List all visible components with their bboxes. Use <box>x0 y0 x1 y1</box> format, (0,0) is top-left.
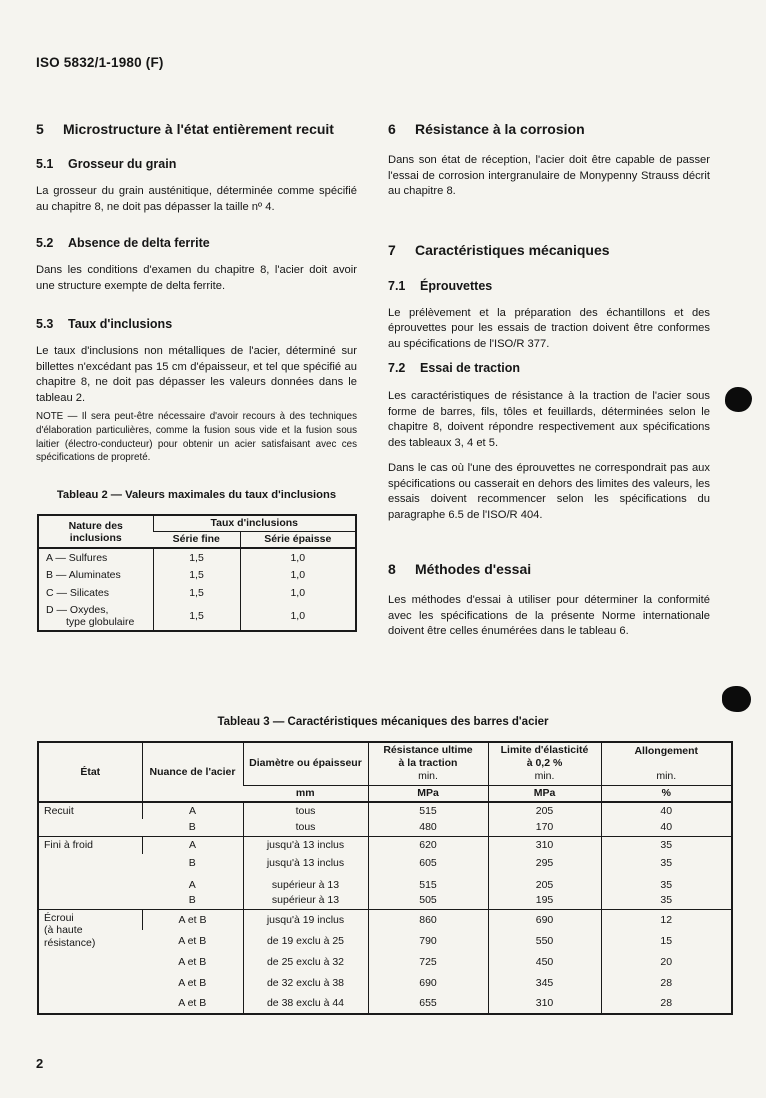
nuance-cell: B <box>188 857 196 869</box>
allongement-cell: 35 <box>601 891 732 909</box>
allongement-cell: 12 <box>601 909 732 930</box>
table-3-mechanical-characteristics <box>37 741 733 1015</box>
section-title: Taux d'inclusions <box>68 317 173 331</box>
table-2-inclusions <box>37 514 357 632</box>
header-allongement <box>601 742 732 785</box>
limite-cell: 310 <box>488 836 601 854</box>
nature-line-1: D — Oxydes, <box>46 603 109 616</box>
resistance-cell: 620 <box>368 836 488 854</box>
section-8-heading <box>388 562 710 576</box>
etat-label: Écroui <box>44 911 74 924</box>
diametre-cell: jusqu'à 13 inclus <box>243 836 368 854</box>
section-7-1-heading <box>388 280 710 293</box>
section-6-heading <box>388 122 710 136</box>
header-line: Diamètre ou épaisseur <box>249 757 362 770</box>
diametre-cell: jusqu'à 13 inclus <box>243 854 368 872</box>
ink-blot-mark <box>722 686 751 712</box>
resistance-cell: 655 <box>368 993 488 1014</box>
unit-mpa: MPa <box>368 785 488 802</box>
section-title: Résistance à la corrosion <box>415 121 585 137</box>
resistance-cell: 515 <box>368 872 488 891</box>
table-3-caption: Tableau 3 — Caractéristiques mécaniques des barres d'acier <box>217 716 549 728</box>
allongement-cell: 35 <box>601 872 732 891</box>
serie-epaisse-cell: 1,0 <box>240 584 356 602</box>
section-5-3-note: NOTE — Il sera peut-être nécessaire d'avoir recours à des techniques d'élaboration particulières, comme la fusion sous vide et la fusion sous laitier (électro-conducteur) pour obtenir un acier satisfaisant avec ces spécifications de propreté. <box>36 411 357 464</box>
table-row <box>38 566 356 584</box>
etat-sublabel: (à haute résistance) <box>44 924 96 949</box>
page-number: 2 <box>36 1056 44 1071</box>
header-min: min. <box>656 769 677 782</box>
diametre-cell: tous <box>243 819 368 836</box>
nature-cell: C — Silicates <box>46 587 110 600</box>
resistance-cell: 505 <box>368 891 488 909</box>
diametre-cell: supérieur à 13 <box>243 872 368 891</box>
nuance-cell: A <box>188 879 196 891</box>
diametre-cell: de 25 exclu à 32 <box>243 951 368 972</box>
header-diametre <box>243 742 368 785</box>
serie-fine-cell: 1,5 <box>153 602 240 631</box>
nuance-cell: B <box>188 821 196 834</box>
section-8-paragraph: Les méthodes d'essai à utiliser pour déterminer la conformité avec les spécifications de la présente Norme internationale doivent être celles énumérées dans le tableau 6. <box>388 594 710 637</box>
allongement-cell: 40 <box>601 802 732 819</box>
table-row <box>38 854 732 872</box>
section-title: Essai de traction <box>420 361 521 375</box>
right-column <box>388 115 710 640</box>
limite-cell: 310 <box>488 993 601 1014</box>
section-title: Absence de delta ferrite <box>68 236 210 250</box>
limite-cell: 295 <box>488 854 601 872</box>
table-row <box>38 819 732 836</box>
table-2-header-taux: Taux d'inclusions <box>153 515 356 531</box>
table-row <box>38 602 356 631</box>
header-line: Limite d'élasticité <box>500 744 589 757</box>
table-2-header-nature: Nature des inclusions <box>68 519 123 544</box>
section-number: 5.1 <box>36 157 54 171</box>
diametre-cell: supérieur à 13 <box>243 891 368 909</box>
table-row <box>38 584 356 602</box>
nature-cell <box>38 602 153 631</box>
limite-cell: 170 <box>488 819 601 836</box>
section-7-2-paragraph-1: Les caractéristiques de résistance à la traction de l'acier sous forme de barres, fils, tôles et feuillards, déterminées selon le chapitre 8, doivent répondre respectivement aux spécifications des tableaux 3, 4 et 5. <box>388 390 710 449</box>
header-min: min. <box>534 770 555 783</box>
table-2-caption: Tableau 2 — Valeurs maximales du taux d'inclusions <box>56 489 337 502</box>
ink-blot-mark <box>725 387 752 412</box>
nuance-cell: A et B <box>178 976 207 989</box>
resistance-cell: 480 <box>368 819 488 836</box>
table-row <box>38 891 732 909</box>
table-3-header-row <box>38 742 732 785</box>
section-title: Caractéristiques mécaniques <box>415 241 610 258</box>
allongement-cell: 15 <box>601 930 732 951</box>
table-row <box>38 951 732 972</box>
section-title: Microstructure à l'état entièrement recuit <box>63 121 334 137</box>
allongement-cell: 35 <box>601 854 732 872</box>
unit-mm: mm <box>295 787 315 800</box>
section-number: 5.3 <box>36 317 54 331</box>
header-resistance <box>368 742 488 785</box>
serie-epaisse-cell: 1,0 <box>240 602 356 631</box>
section-5-3-heading <box>36 318 357 331</box>
etat-group-cell <box>38 836 142 909</box>
section-6-paragraph: Dans son état de réception, l'acier doit être capable de passer l'essai de corrosion intergranulaire de Monypenny Strauss décrit au chapitre 8. <box>388 154 710 197</box>
nuance-cell: A et B <box>178 955 207 968</box>
diametre-cell: jusqu'à 19 inclus <box>243 909 368 930</box>
allongement-cell: 40 <box>601 819 732 836</box>
allongement-cell: 20 <box>601 951 732 972</box>
section-5-1-heading <box>36 158 357 171</box>
table-row <box>38 993 732 1014</box>
nuance-cell: A <box>142 802 243 819</box>
table-row <box>38 872 732 891</box>
table-row <box>38 836 732 854</box>
diametre-cell: de 32 exclu à 38 <box>243 972 368 993</box>
etat-label: Recuit <box>44 805 74 817</box>
table-row <box>38 548 356 566</box>
limite-cell: 690 <box>488 909 601 930</box>
nuance-cell: B <box>188 893 196 906</box>
section-5-2-heading <box>36 237 357 250</box>
section-number: 8 <box>388 561 396 577</box>
resistance-cell: 860 <box>368 909 488 930</box>
etat-label: Fini à froid <box>44 838 94 851</box>
document-reference: ISO 5832/1-1980 (F) <box>36 55 164 70</box>
resistance-cell: 605 <box>368 854 488 872</box>
unit-percent: % <box>601 785 732 802</box>
serie-fine-cell: 1,5 <box>153 584 240 602</box>
allongement-cell: 28 <box>601 993 732 1014</box>
header-limite <box>488 742 601 785</box>
resistance-cell: 790 <box>368 930 488 951</box>
etat-group-cell <box>38 909 142 1014</box>
limite-cell: 550 <box>488 930 601 951</box>
unit-mpa: MPa <box>488 785 601 802</box>
nature-line-2: type globulaire <box>66 616 135 629</box>
section-number: 5.2 <box>36 236 54 250</box>
section-5-heading <box>36 122 357 136</box>
diametre-cell: de 19 exclu à 25 <box>243 930 368 951</box>
resistance-cell: 690 <box>368 972 488 993</box>
nuance-cell: A et B <box>178 934 207 947</box>
allongement-cell: 35 <box>601 836 732 854</box>
table-row <box>38 909 732 930</box>
header-min: min. <box>418 770 438 783</box>
diametre-cell: de 38 exclu à 44 <box>243 993 368 1014</box>
resistance-cell: 725 <box>368 951 488 972</box>
spacer <box>605 758 729 770</box>
table-row <box>38 930 732 951</box>
section-5-3-paragraph: Le taux d'inclusions non métalliques de l'acier, déterminé sur billettes n'excédant pas 15 cm d'épaisseur, et tel que spécifié au chapitre 8, ne doit pas dépasser les valeurs données dans le tableau 2. <box>36 345 357 404</box>
section-title: Méthodes d'essai <box>415 561 532 577</box>
section-7-2-heading <box>388 362 710 375</box>
serie-epaisse-cell: 1,0 <box>240 566 356 584</box>
resistance-cell: 515 <box>368 802 488 819</box>
nuance-cell: A et B <box>142 909 243 930</box>
limite-cell: 205 <box>488 872 601 891</box>
nuance-cell: A et B <box>178 997 207 1009</box>
section-5-1-paragraph: La grosseur du grain austénitique, déterminée comme spécifié au chapitre 8, ne doit pas dépasser la taille nº 4. <box>36 185 357 213</box>
section-number: 7 <box>388 241 396 258</box>
section-number: 5 <box>36 121 44 137</box>
table-2-header-serie-fine: Série fine <box>172 533 220 546</box>
limite-cell: 195 <box>488 891 601 909</box>
limite-cell: 345 <box>488 972 601 993</box>
header-line: Allongement <box>634 744 699 757</box>
nuance-cell: A <box>142 836 243 854</box>
section-7-heading <box>388 243 710 257</box>
section-title: Éprouvettes <box>420 278 493 293</box>
allongement-cell: 28 <box>601 972 732 993</box>
diametre-cell: tous <box>243 802 368 819</box>
table-row <box>38 802 732 819</box>
table-row <box>38 972 732 993</box>
section-5-2-paragraph: Dans les conditions d'examen du chapitre 8, l'acier doit avoir une structure exempte de delta ferrite. <box>36 264 357 292</box>
table-2-header-serie-epaisse: Série épaisse <box>240 531 356 548</box>
section-number: 7.1 <box>388 278 406 293</box>
etat-group-cell <box>38 802 142 836</box>
section-number: 7.2 <box>388 361 406 375</box>
section-title: Grosseur du grain <box>68 157 177 171</box>
limite-cell: 450 <box>488 951 601 972</box>
section-number: 6 <box>388 121 396 137</box>
left-column <box>36 115 357 632</box>
serie-fine-cell: 1,5 <box>153 566 240 584</box>
header-line: à 0,2 % <box>526 757 563 770</box>
limite-cell: 205 <box>488 802 601 819</box>
header-line: à la traction <box>398 757 458 770</box>
nature-cell: A — Sulfures <box>38 548 153 566</box>
header-nuance: Nuance de l'acier <box>142 742 243 802</box>
section-7-2-paragraph-2: Dans le cas où l'une des éprouvettes ne correspondrait pas aux spécifications ou casserait en dehors des limites des valeurs, les essais doivent recommencer selon les spécifications du paragraphe 6.5 de l'ISO/R 404. <box>388 462 710 521</box>
serie-epaisse-cell: 1,0 <box>240 548 356 566</box>
serie-fine-cell: 1,5 <box>153 548 240 566</box>
section-7-1-paragraph: Le prélèvement et la préparation des échantillons et des éprouvettes pour les essais de traction doivent être conformes au spécifications de l'ISO/R 377. <box>388 306 710 350</box>
header-etat: État <box>80 766 101 778</box>
header-line: Résistance ultime <box>383 744 473 757</box>
nature-cell: B — Aluminates <box>46 569 121 582</box>
